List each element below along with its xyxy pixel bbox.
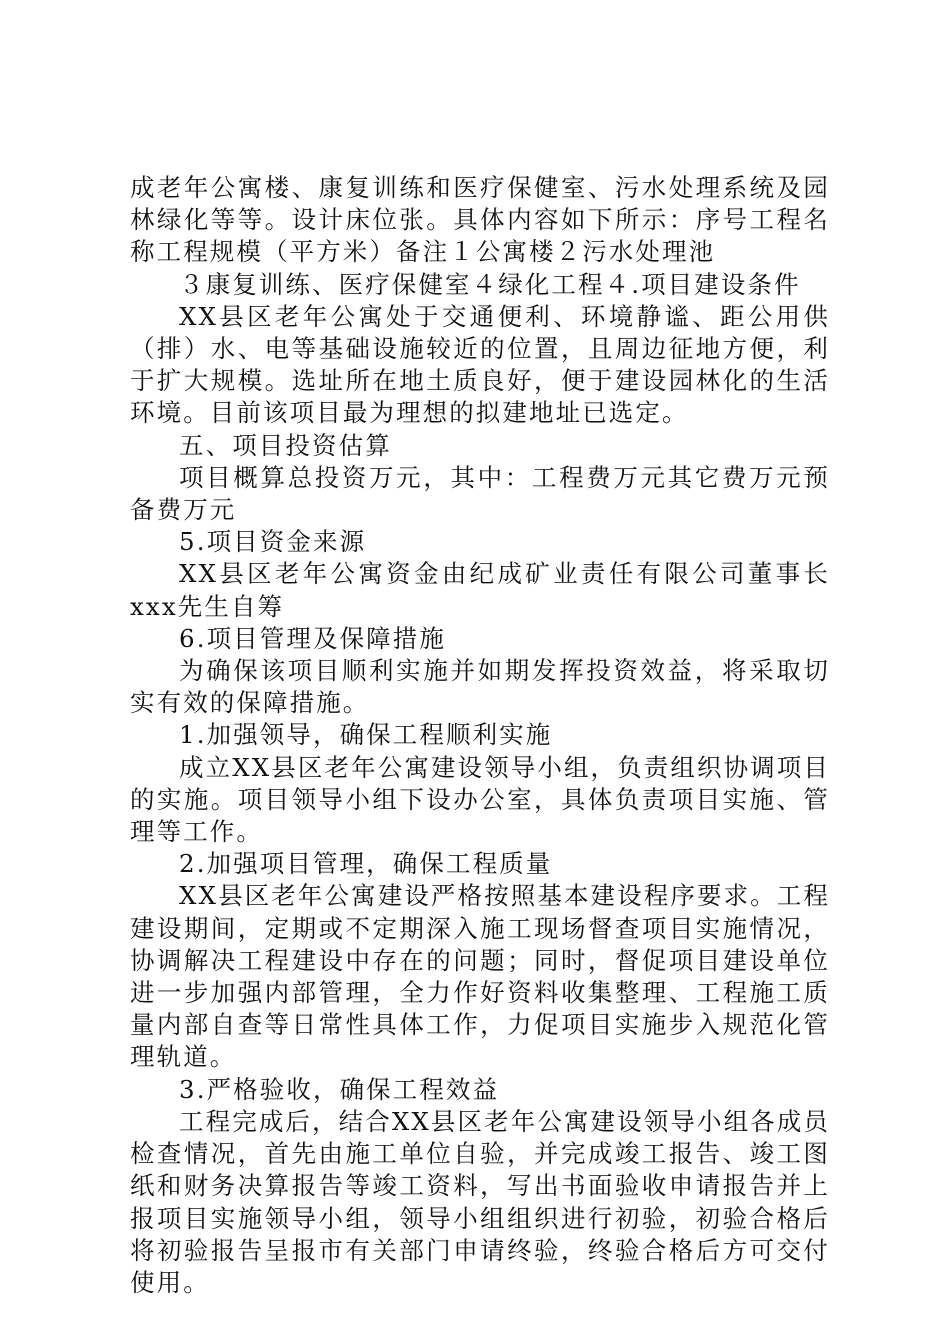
section-heading: 6.项目管理及保障措施 (179, 623, 446, 653)
document-body (130, 172, 830, 1299)
body-paragraph: XX县区老年公寓建设严格按照基本建设程序要求。工程建设期间，定期或不定期深入施工现场督查项目实施情况，协调解决工程建设中存在的问题；同时，督促项目建设单位进一步加强内部管理，全力作好资料收集整理、工程施工质量内部自查等日常性具体工作，力促项目实施步入规范化管理轨道。 (130, 881, 830, 1072)
section-heading: 1.加强领导，确保工程顺利实施 (179, 720, 553, 750)
section-heading: 五、项目投资估算 (179, 430, 392, 460)
body-paragraph: ３康复训练、医疗保健室４绿化工程４.项目建设条件 (179, 269, 801, 299)
section-heading: 5.项目资金来源 (179, 527, 367, 557)
body-paragraph: 成老年公寓楼、康复训练和医疗保健室、污水处理系统及园林绿化等等。设计床位张。具体内容如下所示：序号工程名称工程规模（平方米）备注１公寓楼２污水处理池 (130, 173, 830, 267)
body-paragraph: 为确保该项目顺利实施并如期发挥投资效益，将采取切实有效的保障措施。 (130, 656, 830, 718)
body-paragraph: 工程完成后，结合XX县区老年公寓建设领导小组各成员检查情况，首先由施工单位自验，并完成竣工报告、竣工图纸和财务决算报告等竣工资料，写出书面验收申请报告并上报项目实施领导小组，领导小组组织进行初验，初验合格后将初验报告呈报市有关部门申请终验，终验合格后方可交付使用。 (130, 1106, 830, 1297)
body-paragraph: 成立XX县区老年公寓建设领导小组，负责组织协调项目的实施。项目领导小组下设办公室，具体负责项目实施、管理等工作。 (130, 752, 830, 847)
body-paragraph: XX县区老年公寓资金由纪成矿业责任有限公司董事长xxx先生自筹 (130, 559, 830, 621)
section-heading: 3.严格验收，确保工程效益 (179, 1074, 500, 1104)
body-paragraph: 项目概算总投资万元，其中：工程费万元其它费万元预备费万元 (130, 462, 830, 525)
body-paragraph: XX县区老年公寓处于交通便利、环境静谧、距公用供（排）水、电等基础设施较近的位置，且周边征地方便，利于扩大规模。选址所在地土质良好，便于建设园林化的生活环境。目前该项目最为理想的拟建地址已选定。 (130, 301, 830, 428)
section-heading: 2.加强项目管理，确保工程质量 (179, 849, 553, 879)
